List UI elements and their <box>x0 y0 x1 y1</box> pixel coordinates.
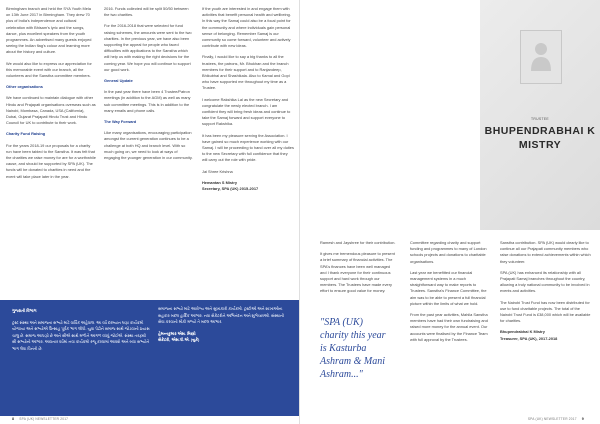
signature-name: Bhupendrabhai K Mistry <box>500 329 545 335</box>
signature-title: Secretary, SPA (UK) 2015-2017 <box>202 186 259 192</box>
section-heading: Charity Fund Raising <box>6 131 46 137</box>
section-heading: ગુજરાતી વિભાગ <box>12 308 37 313</box>
page-number: 9 <box>581 417 584 421</box>
right-page <box>300 0 600 424</box>
paragraph: સમાજના સભ્યો માટે આરોગ્ય અને સુખાકારી કાર્યક્રમો. ટ્રસ્ટીઓ અને શાખાઓના સહકાર બદલ હાર્દિક આભાર. નવા સેક્રેટરીને અભિનંદન અને શુભેચ્છાઓ. સંસ્થાની સેવા કરવાનો મોકો મળ્યો તે બદલ આભાર. <box>158 306 284 325</box>
paragraph: Sanstha contribution. SPA (UK) would clearly like to continue all our Prajapati community members who raise donations to extend achievements within which they volunteer. <box>500 240 591 264</box>
portrait-area <box>480 0 600 230</box>
paragraph: It gives me tremendous pleasure to present a brief summary of financial activities. The SPA's finances have been well managed and I thank everyone for their continuous support and hard work through our members. The Trustees have made every effort to ensure good value for money. <box>320 251 395 294</box>
paragraph: Finally, I would like to say a big thanks to all the trustees, the patrons, Mr. Bhukhan and the branch members for their support and to Ranjandeep, Bhikubhai and Shashikala. Also to Kamal and Gopi who have supported me throughout my time as a Trustee. <box>202 54 290 91</box>
pull-quote: "SPA (UK) charity this year is Kasturba Ashram & Mani Ashram..." <box>320 317 386 380</box>
paragraph: For the years 2018-19 our proposals for a charity run have been tabled to the Sanstha. It was felt that the charities we raise money for are for a worthwhile cause, and should be supported by SPA (UK). The funds will be donated to charities in need and the event will take place later in the year. <box>6 142 96 179</box>
paragraph: ટ્રસ્ટ સંસ્થા અને સમાજના સભ્યો માટે વાર્ષિક અહેવાલ. આ વર્ષ દરમ્યાન ઘણા કાર્યક્રમો યોજાયા અને સભ્યોએ ઉત્સાહ પૂર્વક ભાગ લીધો. યુવા પેઢીને સમાજ સાથે જોડવાનો પ્રયાસ ચાલુ છે. સમાજ આપણો છે અને સૌએ સાથે મળીને આગળ વધવું જોઈએ. સંસ્થા તરફથી સૌ સભ્યોનો આભાર. આવનાર વર્ષમાં નવા કાર્યક્રમો રજૂ કરવામાં આવશે અને બધા સભ્યોને ભાગ લેવા વિનંતી છે. <box>12 319 150 351</box>
paragraph: We have continued to maintain dialogue with other Hindu and Prajapati organisations overseas such as Nairobi, Mombasa, Canada, USA (California), Dubai, Gujarat Prajapati Hindu Trust and Hindu Council for UK to contribute to their work. <box>6 95 96 126</box>
paragraph: SPA (UK) has enhanced its relationship with all Prajapati Samaj branches throughout the country, allowing a truly national community to be involved in events and activities. <box>500 269 590 294</box>
paragraph: For the 2016-2018 that were selected for fund raising schemes, the amounts were sent to the two charities. In the previous year, we have also been supporting the appeal for people who faced difficulties with applications to the Sanstha which will help us with making the right decisions for the coming year. We hope you will continue to support our good work. <box>104 23 192 72</box>
page-number: 8 <box>12 417 15 421</box>
page-footer <box>528 417 588 421</box>
section-heading: General Update <box>104 78 133 84</box>
page-footer <box>12 417 68 421</box>
paragraph: The Nairobi Trust Fund has now been distributed for use to fund charitable projects. The total of the Nairobi Trust Fund is £38,000 which will be available for charities. <box>500 299 591 324</box>
paragraph: Committee regarding charity and support funding and programmes to many of London schools projects and donations to charitable organisations. <box>410 240 487 264</box>
section-heading: The Way Forward <box>104 119 137 125</box>
gujarati-column-2 <box>158 306 290 349</box>
paragraph: If the youth are interested in and engage them with activities that benefit personal health and wellbeing. In this way the Samaj could also be a focal point for the community and where individuals gain personal sense of belonging. Remember Samaj is our community so come forward, volunteer and actively contribute with new ideas. <box>202 6 291 49</box>
paragraph: From the past year activities, Mahila Sanstha members have had their own fundraising and raised more money for the annual event. Our accounts were finalised by the Finance Team with full approval by the Trustees. <box>410 312 488 342</box>
signature-title: Treasurer, SPA (UK), 2017-2018 <box>500 335 558 341</box>
footer-text: SPA (UK) NEWSLETTER 2017 <box>527 417 577 421</box>
paragraph: Like many organisations, encouraging participation amongst the current generation continues to be a challenge at both HQ and branch level. With so much going on, we need to look at ways of engaging the younger generation in our community. <box>104 130 193 161</box>
right-column-1 <box>320 240 396 300</box>
paragraph: Birmingham branch and held the SYA Youth Mela on 13th June 2017 in Birmingham. They drew 70 plus of India's independence and cultural celebration with Bhisam's lyric and the songs, dance, plus excellent speakers from the youth programmes. An advertised many guests enjoyed seeing the Indian flag's colour and learning more about the history and culture. <box>6 6 92 55</box>
right-column-2 <box>410 240 490 348</box>
gujarati-section-band <box>0 300 300 416</box>
portrait-placeholder <box>520 30 562 84</box>
trustee-name: BHUPENDRABHAI K MISTRY <box>484 125 596 151</box>
paragraph: It has been my pleasure serving the Association. I have gained so much experience working with our Samaj. I will be proceeding to hand over all my duties to the new Secretary with full confidence that they will carry out the role with pride. <box>202 132 294 163</box>
section-heading: Other organisations <box>6 84 43 90</box>
signature-name: Hemantan S Mistry <box>202 179 238 185</box>
person-icon <box>531 41 551 71</box>
left-column-1 <box>6 6 96 185</box>
left-column-2 <box>104 6 194 166</box>
paragraph: In the past year there have been 4 Trustee/Patron meetings (in addition to the AGM) as well as many sub committee meetings. This is in addition to the many emails and phone calls. <box>104 89 191 113</box>
left-column-3 <box>202 6 294 197</box>
footer-text: SPA (UK) NEWSLETTER 2017 <box>19 417 69 421</box>
signature-title: સેક્રેટરી, એસ.પી.એ. (યુકે) <box>158 337 200 343</box>
gujarati-column-1 <box>12 306 150 358</box>
right-column-3 <box>500 240 592 347</box>
paragraph: I welcome Rakshika Lal as the new Secretary and congratulate the newly elected branch. I am confident they will bring fresh ideas and continue to take the Samaj forward and support everyone to support Rakshika. <box>202 96 291 127</box>
paragraph: 2016. Funds collected will be split 50/50 between the two charities. <box>104 6 189 18</box>
paragraph: Jai Shree Krishna <box>202 168 233 174</box>
paragraph: We would also like to express our appreciation for this memorable event with our branch, all the volunteers and the Sanstha committee members. <box>6 60 92 79</box>
signature-name: હેમન્તકુમાર એસ. મિસ્ત્રી <box>158 330 196 336</box>
paragraph: Ramesh and Jayshree for their contribution. <box>320 240 396 245</box>
photo-caption: TRUSTEE <box>531 117 549 121</box>
paragraph: Last year we benefitted our financial management systems in a much straightforward way to make reports to Trustees. Sanstha's Finance Committee, the aim was to be able to present a full financial picture within the limits of what we hold. <box>410 269 487 306</box>
